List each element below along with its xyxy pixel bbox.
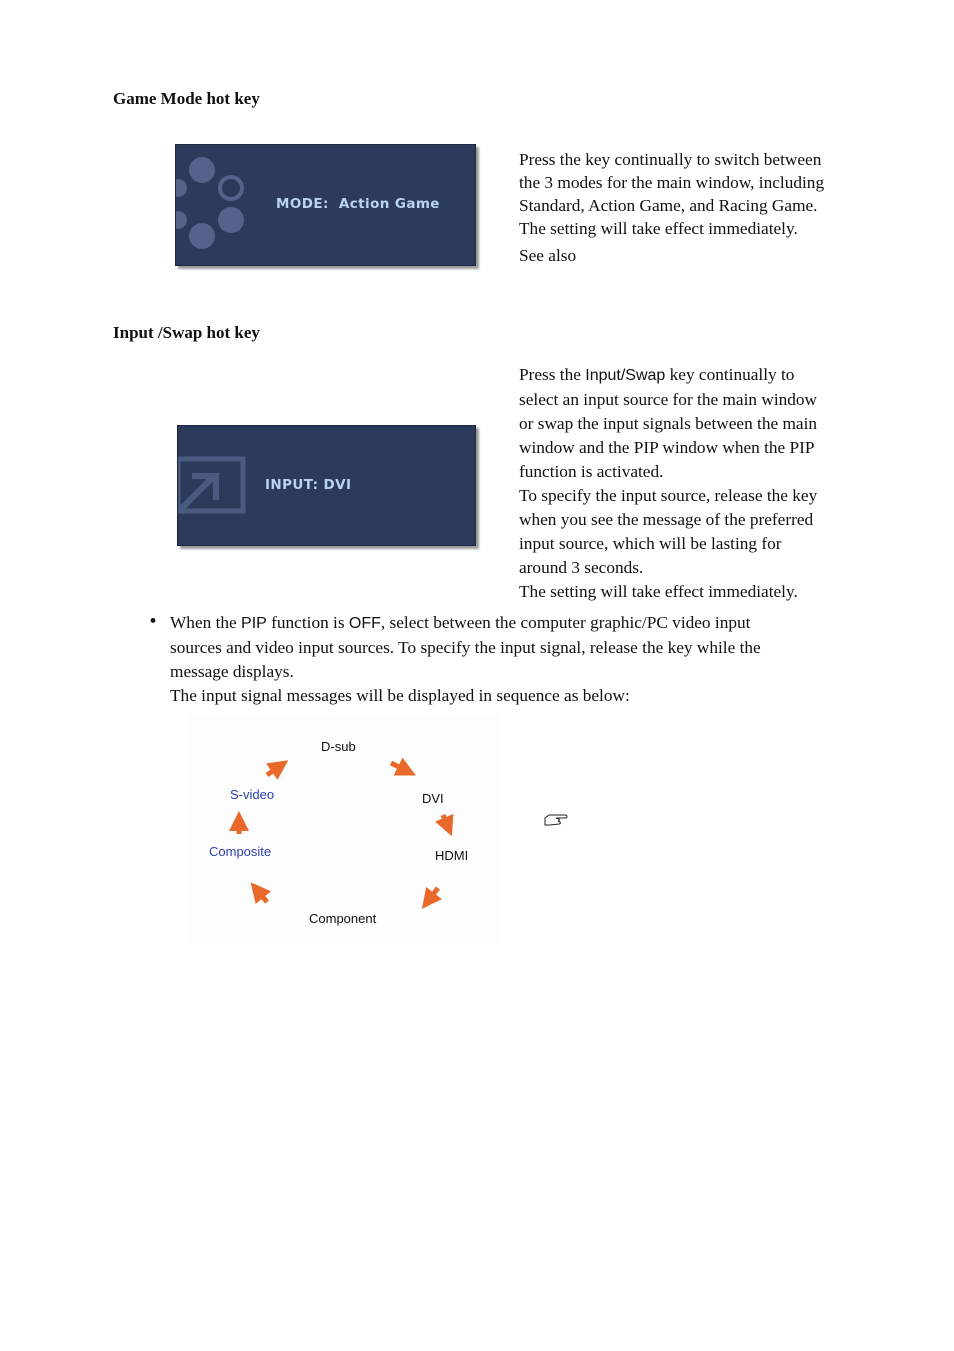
game-mode-osd-panel	[175, 144, 476, 266]
game-desc-line: the 3 modes for the main window, including	[519, 173, 825, 192]
pointing-hand-icon	[543, 812, 569, 828]
dvi-label: DVI	[422, 791, 444, 806]
input-desc-line: input source, which will be lasting for	[519, 534, 782, 553]
input-desc-line: when you see the message of the preferred	[519, 510, 814, 529]
component-label: Component	[309, 911, 377, 926]
pip-off-bullet	[170, 611, 761, 708]
input-desc-line: around 3 seconds.	[519, 558, 644, 577]
input-arrow-icon	[178, 426, 258, 545]
input-swap-description	[519, 363, 817, 604]
bullet-text: , select between the computer graphic/PC video input	[380, 613, 751, 632]
game-mode-description	[519, 148, 824, 268]
input-desc-line: window and the PIP window when the PIP	[519, 438, 815, 457]
bullet-line: message displays.	[170, 662, 294, 681]
input-osd-panel	[177, 425, 476, 546]
input-swap-heading: Input /Swap hot key	[113, 323, 260, 342]
game-desc-line: Standard, Action Game, and Racing Game.	[519, 196, 818, 215]
input-desc-line	[519, 363, 817, 388]
game-desc-line: Press the key continually to switch between	[519, 150, 822, 169]
game-mode-osd-label: MODE: Action Game	[276, 196, 440, 212]
input-desc-line: The setting will take effect immediately.	[519, 582, 798, 601]
input-swap-key-name: Input/Swap	[585, 367, 666, 384]
game-desc-line: The setting will take effect immediately.	[519, 219, 798, 238]
composite-label: Composite	[209, 844, 272, 859]
input-desc-line: select an input source for the main window	[519, 390, 818, 409]
bullet-line: sources and video input sources. To specify the input signal, release the key while the	[170, 638, 761, 657]
input-desc-line: To specify the input source, release the key	[519, 486, 818, 505]
see-also-link[interactable]: See also	[519, 246, 577, 265]
input-desc-prefix: Press the	[519, 365, 586, 384]
input-desc-line: or swap the input signals between the main	[519, 414, 818, 433]
arrow-svideo-dsub-icon	[188, 715, 500, 945]
svideo-label: S-video	[230, 787, 275, 802]
bullet-marker: •	[148, 612, 159, 632]
input-desc-suffix: key continually to	[665, 365, 795, 384]
bullet-text: function is	[266, 613, 349, 632]
hdmi-label: HDMI	[435, 848, 469, 863]
circle-dots-icon	[176, 145, 256, 265]
bullet-line: The input signal messages will be displayed in sequence as below:	[170, 686, 630, 705]
game-mode-heading: Game Mode hot key	[113, 89, 260, 108]
bullet-line	[170, 611, 761, 636]
off-term: OFF	[348, 615, 381, 632]
dsub-label: D-sub	[321, 739, 356, 754]
bullet-text: When the	[170, 613, 242, 632]
input-osd-label: INPUT: DVI	[265, 477, 352, 493]
pip-term: PIP	[241, 615, 267, 632]
input-sequence-diagram	[188, 715, 500, 945]
input-desc-line: function is activated.	[519, 462, 664, 481]
